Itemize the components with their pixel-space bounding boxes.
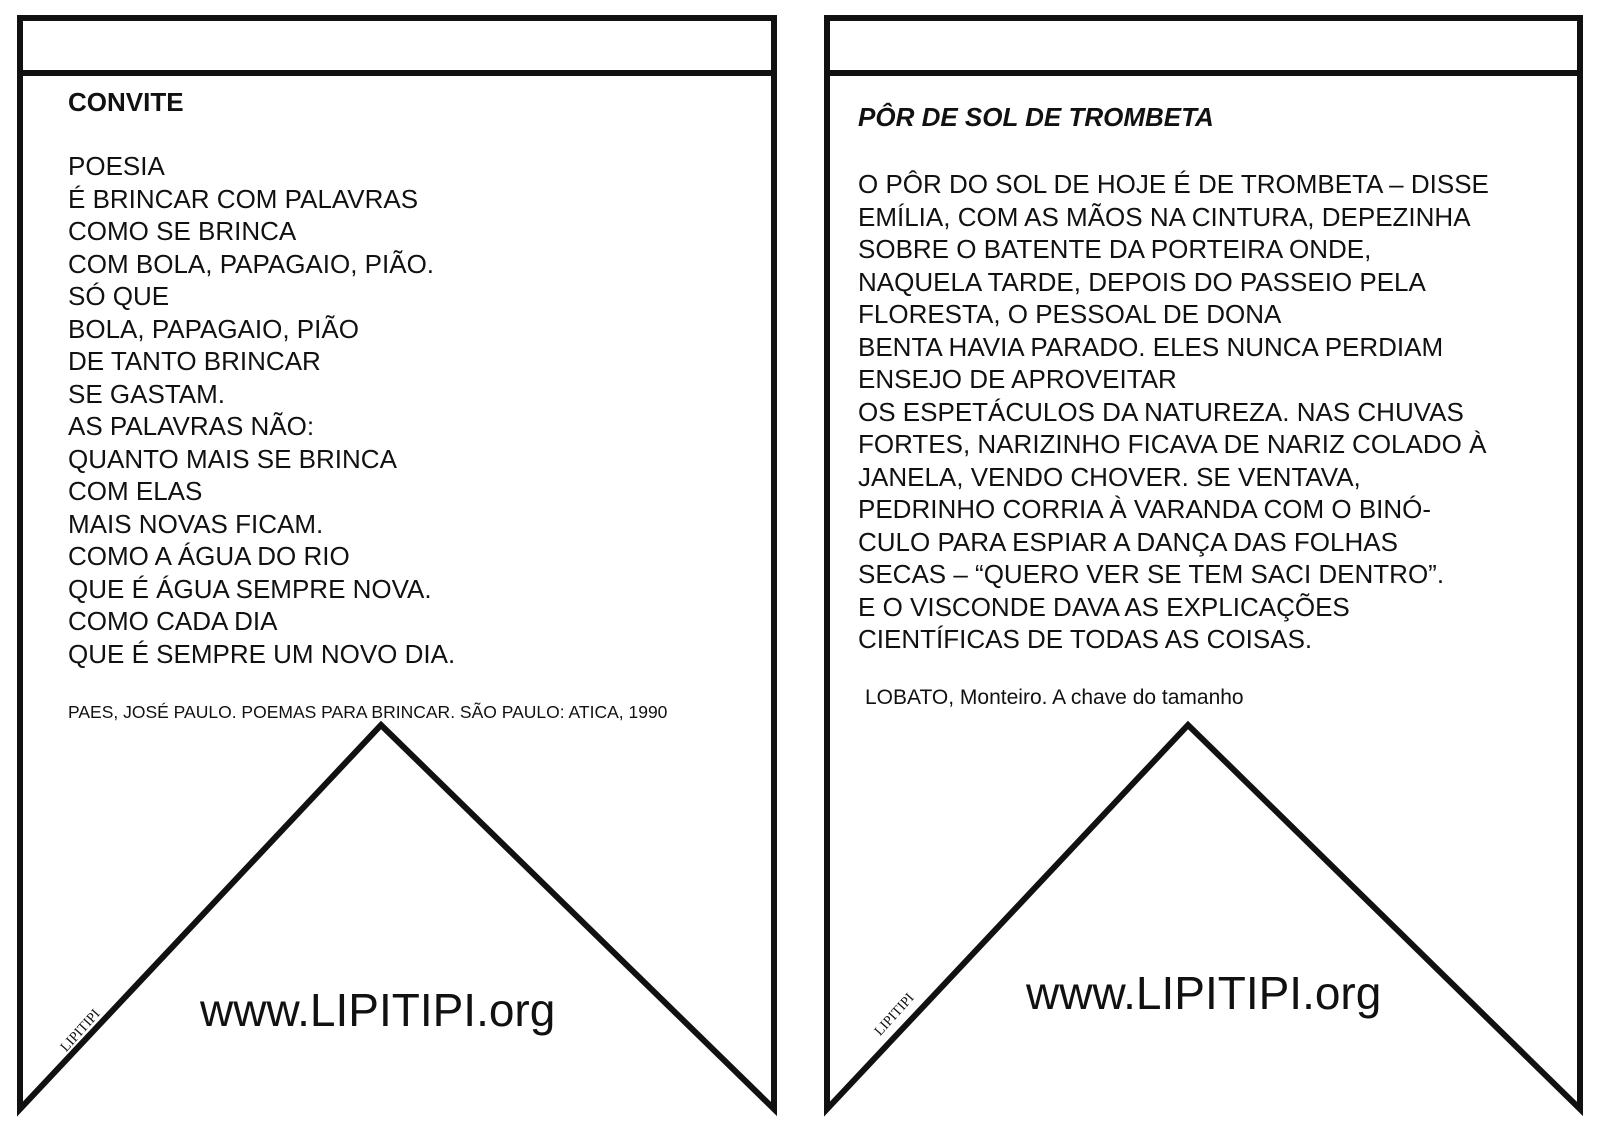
brand-mark: LIPITIPI [872,990,918,1040]
story-line: FORTES, NARIZINHO FICAVA DE NARIZ COLADO À [858,429,1487,459]
poem-line: SE GASTAM. [68,378,225,409]
poem-line: DE TANTO BRINCAR [68,346,321,376]
story-line: ENSEJO DE APROVEITAR [858,364,1177,394]
story-line: SOBRE O BATENTE DA PORTEIRA ONDE, [858,234,1372,264]
story-line: CIENTÍFICAS DE TODAS AS COISAS. [858,624,1313,654]
story-line: BENTA HAVIA PARADO. ELES NUNCA PERDIAM [858,331,1444,362]
story-citation: LOBATO, Monteiro. A chave do tamanho [865,686,1244,709]
poem-line: QUANTO MAIS SE BRINCA [68,443,397,474]
poem-line: AS PALAVRAS NÃO: [68,411,315,441]
poem-line: QUE É SEMPRE UM NOVO DIA. [68,638,456,669]
poem-line: QUE É ÁGUA SEMPRE NOVA. [68,573,432,604]
story-line: O PÔR DO SOL DE HOJE É DE TROMBETA – DISSE [858,169,1489,199]
poem-line: SÓ QUE [68,281,170,311]
poem-line: COM BOLA, PAPAGAIO, PIÃO. [68,248,435,279]
poem-citation: PAES, JOSÉ PAULO. POEMAS PARA BRINCAR. SÃO PAULO: ATICA, 1990 [68,702,668,722]
story-line: EMÍLIA, COM AS MÃOS NA CINTURA, DEPEZINHA [858,201,1471,232]
story-title: PÔR DE SOL DE TROMBETA [858,102,1214,132]
story-body [858,168,1489,656]
story-line: SECAS – “QUERO VER SE TEM SACI DENTRO”. [858,559,1445,589]
story-line: OS ESPETÁCULOS DA NATUREZA. NAS CHUVAS [858,396,1464,427]
poem-title: CONVITE [68,87,184,117]
brand-mark: LIPITIPI [58,1006,104,1056]
poem-body [68,150,455,670]
story-line: NAQUELA TARDE, DEPOIS DO PASSEIO PELA [858,266,1426,297]
poem-line: É BRINCAR COM PALAVRAS [68,183,419,214]
website-link[interactable]: www.LIPITIPI.org [1026,967,1382,1019]
poem-line: COMO SE BRINCA [68,216,297,246]
website-link[interactable]: www.LIPITIPI.org [200,984,556,1036]
poem-line: COMO A ÁGUA DO RIO [68,541,350,571]
poem-line: MAIS NOVAS FICAM. [68,508,324,539]
story-line: PEDRINHO CORRIA À VARANDA COM O BINÓ- [858,494,1432,524]
poem-line: COMO CADA DIA [68,606,278,636]
poem-line: POESIA [68,151,165,181]
poem-line: BOLA, PAPAGAIO, PIÃO [68,313,359,344]
story-line: CULO PARA ESPIAR A DANÇA DAS FOLHAS [858,526,1398,557]
story-line: FLORESTA, O PESSOAL DE DONA [858,299,1282,329]
story-line: E O VISCONDE DAVA AS EXPLICAÇÕES [858,591,1350,622]
poem-line: COM ELAS [68,476,203,506]
story-line: JANELA, VENDO CHOVER. SE VENTAVA, [858,461,1361,492]
